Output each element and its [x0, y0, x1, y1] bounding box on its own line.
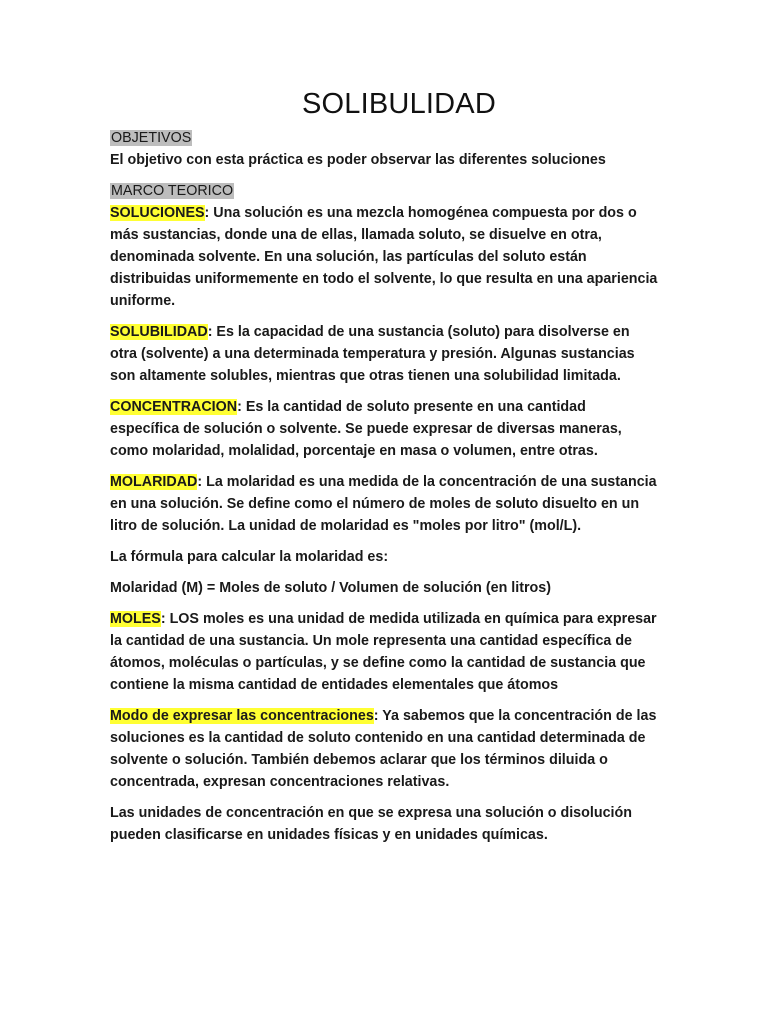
- term-moles: MOLES: [110, 611, 161, 627]
- formula-intro: La fórmula para calcular la molaridad es:: [110, 549, 389, 565]
- term-concentracion: CONCENTRACION: [110, 399, 238, 415]
- section-solubilidad: [110, 321, 658, 387]
- text-concentracion: : Es la cantidad de soluto presente en una cantidad específica de solución o solvente. Se puede expresar de diversas maneras, como molaridad, molalidad, porcentaje en masa o volumen, entre otras.: [110, 399, 622, 459]
- objetivos-text: El objetivo con esta práctica es poder observar las diferentes soluciones: [110, 152, 606, 168]
- marco-heading: MARCO TEORICO: [111, 183, 234, 199]
- marco-heading-line: [110, 180, 658, 202]
- text-molaridad: : La molaridad es una medida de la concentración de una sustancia en una solución. Se define como el número de moles de soluto disuelto en un litro de solución. La unidad de molaridad es "moles por litro" (mol/L).: [110, 474, 657, 534]
- text-moles: : LOS moles es una unidad de medida utilizada en química para expresar la cantidad de una sustancia. Un mole representa una cantidad específica de átomos, moléculas o partículas, y se define como la cantidad de sustancia que contiene la misma cantidad de entidades elementales que átomos: [110, 611, 657, 693]
- term-molaridad: MOLARIDAD: [110, 474, 198, 490]
- term-soluciones: SOLUCIONES: [110, 205, 205, 221]
- unidades-text: Las unidades de concentración en que se expresa una solución o disolución pueden clasificarse en unidades físicas y en unidades químicas.: [110, 805, 632, 843]
- section-concentracion: [110, 396, 658, 462]
- text-soluciones: : Una solución es una mezcla homogénea compuesta por dos o más sustancias, donde una de ellas, llamada soluto, se disuelve en otra, denominada solvente. En una solución, las partículas del soluto están distribuidas uniformemente en todo el solvente, lo que resulta en una apariencia uniforme.: [110, 205, 658, 309]
- document-body: [110, 127, 658, 846]
- section-moles: [110, 608, 658, 696]
- section-molaridad: [110, 471, 658, 537]
- term-solubilidad: SOLUBILIDAD: [110, 324, 208, 340]
- objetivos-heading-line: [110, 127, 658, 149]
- formula: Molaridad (M) = Moles de soluto / Volumen de solución (en litros): [110, 580, 551, 596]
- document-title: SOLIBULIDAD: [302, 88, 496, 120]
- objetivos-heading: OBJETIVOS: [111, 130, 192, 146]
- section-soluciones: [110, 202, 658, 312]
- text-modo: : Ya sabemos que la concentración de las soluciones es la cantidad de soluto contenido en una cantidad determinada de solvente o solución. También debemos aclarar que los términos diluida o concentrada, expresan concentraciones relativas.: [110, 708, 657, 790]
- term-modo: Modo de expresar las concentraciones: [110, 708, 374, 724]
- section-modo: [110, 705, 658, 793]
- text-solubilidad: : Es la capacidad de una sustancia (soluto) para disolverse en otra (solvente) a una determinada temperatura y presión. Algunas sustancias son altamente solubles, mientras que otras tienen una solubilidad limitada.: [110, 324, 635, 384]
